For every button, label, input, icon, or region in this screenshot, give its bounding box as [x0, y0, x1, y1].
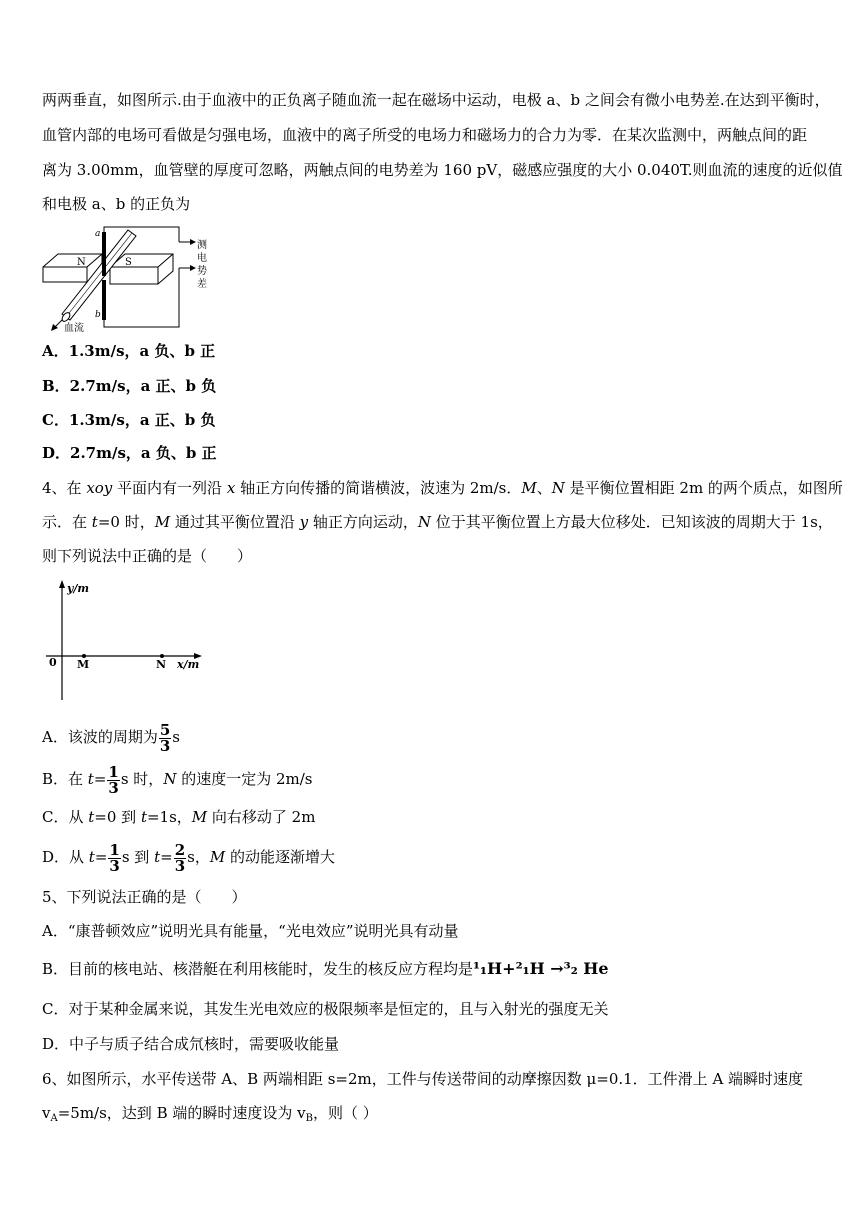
q4-stem-line-2 — [42, 512, 833, 532]
q4-option-c-text: =0 到 — [94, 808, 141, 826]
equals: = — [94, 848, 108, 866]
q4-option-c-text: =1s， — [146, 808, 192, 826]
q4-option-d-text: s 到 — [121, 848, 155, 866]
var-t: t — [154, 848, 161, 866]
point-m-label: M — [77, 658, 90, 671]
electrode-b — [102, 280, 106, 320]
intro-line-4: 和电极 a、b 的正负为 — [42, 195, 191, 213]
q4-option-a-text: A．该波的周期为 — [42, 728, 158, 746]
q4-var-xoy: xoy — [86, 479, 113, 497]
electrode-b-label: b — [95, 310, 101, 320]
x-axis-label: x/m — [177, 658, 200, 671]
q4-stem-line-3: 则下列说法中正确的是（ ） — [42, 547, 253, 565]
q5-option-c: C．对于某种金属来说，其发生光电效应的极限频率是恒定的，且与入射光的强度无关 — [42, 1000, 609, 1018]
q4-option-b-text: B．在 — [42, 770, 88, 788]
fraction — [108, 840, 120, 875]
meter-label-1: 测 — [197, 240, 207, 251]
meter-label-3: 势 — [197, 266, 207, 277]
var-t: t — [88, 808, 95, 826]
unit: s — [172, 728, 180, 746]
q4-text: 位于其平衡位置上方最大位移处．已知该波的周期大于 1s， — [431, 513, 833, 531]
meter-wires — [104, 227, 190, 327]
nuclear-equation: ¹₁H+²₁H →³₂ He — [473, 959, 609, 978]
magnet-s-block — [110, 254, 173, 284]
q4-text: =0 时， — [97, 513, 155, 531]
q3-option-b: B．2.7m/s，a 正、b 负 — [42, 377, 217, 395]
q4-var-y: y — [299, 513, 309, 531]
arrow-icon — [190, 265, 196, 271]
q4-option-c — [42, 807, 315, 827]
meter-label-2: 电 — [197, 253, 207, 264]
q4-option-c-text: C．从 — [42, 808, 89, 826]
fraction — [159, 720, 171, 755]
fraction-denominator: 3 — [108, 778, 119, 797]
fraction — [174, 840, 186, 875]
pole-s-label: S — [125, 257, 132, 268]
var-m: M — [191, 808, 208, 826]
y-axis-label: y/m — [67, 582, 90, 595]
equals: = — [160, 848, 173, 866]
q4-option-d — [42, 840, 335, 874]
point-n-label: N — [156, 658, 167, 671]
q4-text: 是平衡位置相距 2m 的两个质点，如图所 — [564, 479, 843, 497]
q4-text: 示．在 — [42, 513, 92, 531]
q4-option-b — [42, 762, 313, 796]
arrow-icon — [59, 580, 65, 588]
q5-option-d: D．中子与质子结合成氘核时，需要吸收能量 — [42, 1035, 340, 1053]
var-n: N — [163, 770, 177, 788]
fraction-numerator: 5 — [159, 720, 171, 739]
subscript-b: B — [305, 1113, 313, 1124]
intro-line-1: 两两垂直，如图所示.由于血液中的正负离子随血流一起在磁场中运动，电极 a、b 之间会有微小电势差.在达到平衡时， — [42, 91, 830, 109]
q6-text: ，则（ ） — [312, 1104, 378, 1122]
q5-option-b — [42, 959, 609, 979]
var-t: t — [88, 848, 95, 866]
wave-axes-figure — [40, 578, 210, 706]
fraction-numerator: 1 — [108, 762, 119, 781]
origin-label: 0 — [49, 656, 57, 669]
fraction-denominator: 3 — [159, 736, 171, 755]
fraction-denominator: 3 — [174, 856, 186, 875]
arrow-icon — [190, 239, 196, 245]
intro-line-3: 离为 3.00mm，血管壁的厚度可忽略，两触点间的电势差为 160 pV，磁感应强度的大小 0.040T.则血流的速度的近似值 — [42, 161, 843, 179]
q4-var-x: x — [226, 479, 236, 497]
var-t: t — [140, 808, 147, 826]
subscript-a: A — [50, 1113, 58, 1124]
flow-label: 血流 — [64, 323, 84, 334]
q4-option-d-text: D．从 — [42, 848, 89, 866]
fraction-denominator: 3 — [109, 856, 120, 875]
fraction-numerator: 2 — [174, 840, 186, 859]
blood-vessel — [61, 230, 136, 323]
q5-stem: 5、下列说法正确的是（ ） — [42, 888, 247, 906]
q3-option-d: D．2.7m/s，a 负、b 正 — [42, 444, 217, 462]
q6-stem-line-2 — [42, 1103, 378, 1129]
electrode-a — [102, 232, 106, 276]
q5-option-a: A．“康普顿效应”说明光具有能量，“光电效应”说明光具有动量 — [42, 922, 459, 940]
q4-text: 、 — [536, 479, 552, 497]
q4-text: 轴正方向运动， — [308, 513, 418, 531]
var-v: v — [42, 1104, 51, 1122]
meter-label-4: 差 — [197, 279, 207, 290]
pole-n-label: N — [77, 257, 86, 268]
q4-option-a — [42, 720, 180, 754]
q4-text: 通过其平衡位置沿 — [170, 513, 300, 531]
q4-var-n: N — [551, 479, 565, 497]
equals: = — [93, 770, 107, 788]
fraction — [107, 762, 119, 797]
q4-option-d-text: 的动能逐渐增大 — [225, 848, 335, 866]
q6-stem-line-1: 6、如图所示，水平传送带 A、B 两端相距 s=2m，工件与传送带间的动摩擦因数 μ=0.1．工件滑上 A 端瞬时速度 — [42, 1070, 804, 1088]
q4-var-t: t — [91, 513, 98, 531]
blood-flow-meter-figure — [40, 224, 220, 336]
fraction-numerator: 1 — [109, 840, 120, 859]
electrode-a-label: a — [95, 229, 101, 239]
q4-stem-line-1 — [42, 478, 843, 498]
q4-text: 轴正方向传播的简谐横波，波速为 2m/s． — [235, 479, 522, 497]
q4-var-n: N — [417, 513, 431, 531]
q4-text: 4、在 — [42, 479, 87, 497]
q4-option-b-text: 的速度一定为 2m/s — [176, 770, 313, 788]
q4-option-c-text: 向右移动了 2m — [207, 808, 316, 826]
q4-var-m: M — [154, 513, 171, 531]
q3-option-a: A．1.3m/s，a 负、b 正 — [42, 342, 216, 360]
q5-option-b-text: B．目前的核电站、核潜艇在利用核能时，发生的核反应方程均是 — [42, 960, 474, 978]
q3-option-c: C．1.3m/s，a 正、b 负 — [42, 411, 216, 429]
intro-line-2: 血管内部的电场可看做是匀强电场，血液中的离子所受的电场力和磁场力的合力为零．在某次监测中，两触点间的距 — [42, 126, 808, 144]
q4-var-m: M — [521, 479, 537, 497]
q4-option-b-text: s 时， — [120, 770, 164, 788]
var-m: M — [209, 848, 226, 866]
var-t: t — [87, 770, 94, 788]
q4-option-d-text: s， — [187, 848, 210, 866]
q4-text: 平面内有一列沿 — [112, 479, 227, 497]
q6-text: =5m/s，达到 B 端的瞬时速度设为 v — [57, 1104, 306, 1122]
